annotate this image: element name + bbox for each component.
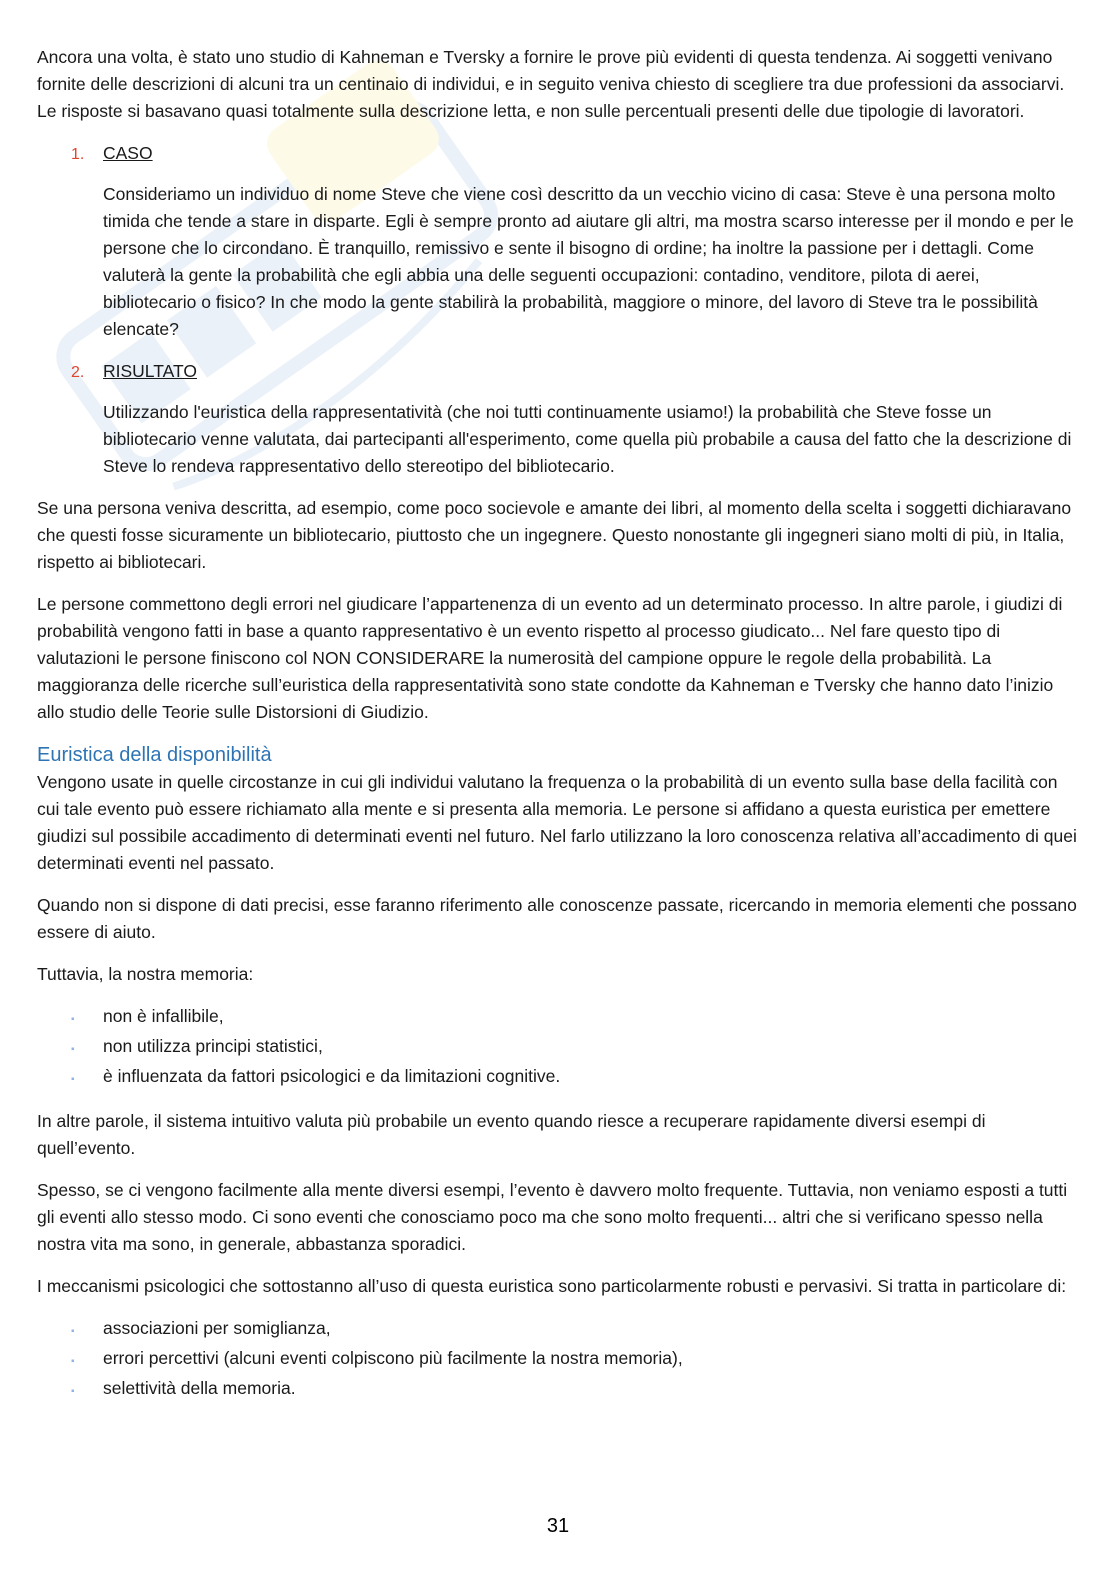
- paragraph: In altre parole, il sistema intuitivo valuta più probabile un evento quando riesce a recuperare rapidamente diversi esempi di quell’evento.: [37, 1111, 986, 1158]
- paragraph: Le persone commettono degli errori nel giudicare l’appartenenza di un evento ad un determinato processo. In altre parole, i giudizi di probabilità vengono fatti in base a quanto rappresentativo è un evento rispetto al processo giudicato... Nel fare questo tipo di valutazioni le persone finiscono col NON CONSIDERARE la numerosità del campione oppure le regole della probabilità. La maggioranza delle ricerche sull’euristica della rappresentatività sono state condotte da Kahneman e Tversky che hanno dato l’inizio allo studio delle Teorie sulle Distorsioni di Giudizio.: [37, 594, 1063, 722]
- page-number: 31: [546, 1515, 570, 1537]
- paragraph: Spesso, se ci vengono facilmente alla mente diversi esempi, l’evento è davvero molto frequente. Tuttavia, non veniamo esposti a tutti gli eventi allo stesso modo. Ci sono eventi che conosciamo poco ma che sono molto frequenti... altri che si verificano spesso nella nostra vita ma sono, in generale, abbastanza sporadici.: [37, 1180, 1068, 1254]
- bullet-list: [37, 1315, 1077, 1405]
- bullet-icon: ▪: [71, 1326, 75, 1337]
- page-content: [37, 44, 1077, 1420]
- bullet-list: [37, 1003, 1077, 1093]
- list-item: [37, 358, 1077, 386]
- list-item-title: CASO: [103, 143, 153, 163]
- list-item-title: RISULTATO: [103, 361, 197, 381]
- numbered-list: [37, 140, 1077, 480]
- bullet-icon: ▪: [71, 1386, 75, 1397]
- bullet-item: [37, 1033, 1077, 1063]
- section-heading: Euristica della disponibilità: [37, 744, 272, 766]
- list-number: 1.: [71, 146, 85, 163]
- list-item: [37, 140, 1077, 168]
- paragraph-intro: Ancora una volta, è stato uno studio di Kahneman e Tversky a fornire le prove più evidenti di questa tendenza. Ai soggetti venivano fornite delle descrizioni di alcuni tra un centinaio di individui, e in seguito veniva chiesto di scegliere tra due professioni da associarvi. Le risposte si basavano quasi totalmente sulla descrizione letta, e non sulle percentuali presenti delle due tipologie di lavoratori.: [37, 47, 1065, 121]
- paragraph: Tuttavia, la nostra memoria:: [37, 964, 254, 984]
- list-item-body: Utilizzando l'euristica della rappresentatività (che noi tutti continuamente usiamo!) la probabilità che Steve fosse un bibliotecario venne valutata, dai partecipanti all'esperimento, come quella più probabile a causa del fatto che la descrizione di Steve lo rendeva rappresentativo dello stereotipo del bibliotecario.: [103, 402, 1072, 476]
- paragraph: Quando non si dispone di dati precisi, esse faranno riferimento alle conoscenze passate, ricercando in memoria elementi che possano essere di aiuto.: [37, 895, 1077, 942]
- bullet-text: selettività della memoria.: [103, 1378, 296, 1398]
- bullet-item: [37, 1003, 1077, 1033]
- bullet-text: associazioni per somiglianza,: [103, 1318, 331, 1338]
- paragraph: Se una persona veniva descritta, ad esempio, come poco socievole e amante dei libri, al momento della scelta i soggetti dichiaravano che questi fosse sicuramente un bibliotecario, piuttosto che un ingegnere. Questo nonostante gli ingegneri siano molti di più, in Italia, rispetto ai bibliotecari.: [37, 498, 1072, 572]
- paragraph: Vengono usate in quelle circostanze in cui gli individui valutano la frequenza o la probabilità di un evento sulla base della facilità con cui tale evento può essere richiamato alla mente e si presenta alla memoria. Le persone si affidano a questa euristica per emettere giudizi sul possibile accadimento di determinati eventi nel futuro. Nel farlo utilizzano la loro conoscenza relativa all’accadimento di quei determinati eventi nel passato.: [37, 772, 1077, 873]
- bullet-text: non è infallibile,: [103, 1006, 224, 1026]
- bullet-item: [37, 1063, 1077, 1093]
- bullet-text: non utilizza principi statistici,: [103, 1036, 323, 1056]
- bullet-icon: ▪: [71, 1044, 75, 1055]
- bullet-text: è influenzata da fattori psicologici e da limitazioni cognitive.: [103, 1066, 561, 1086]
- list-number: 2.: [71, 364, 85, 381]
- bullet-icon: ▪: [71, 1014, 75, 1025]
- list-item-body: Consideriamo un individuo di nome Steve che viene così descritto da un vecchio vicino di casa: Steve è una persona molto timida che tende a stare in disparte. Egli è sempre pronto ad aiutare gli altri, ma mostra scarso interesse per il mondo e per le persone che lo circondano. È tranquillo, remissivo e sente il bisogno di ordine; ha inoltre la passione per i dettagli. Come valuterà la gente la probabilità che egli abbia una delle seguenti occupazioni: contadino, venditore, pilota di aerei, bibliotecario o fisico? In che modo la gente stabilirà la probabilità, maggiore o minore, del lavoro di Steve tra le possibilità elencate?: [103, 184, 1074, 339]
- bullet-text: errori percettivi (alcuni eventi colpiscono più facilmente la nostra memoria),: [103, 1348, 683, 1368]
- paragraph: I meccanismi psicologici che sottostanno all’uso di questa euristica sono particolarmente robusti e pervasivi. Si tratta in particolare di:: [37, 1276, 1067, 1296]
- bullet-item: [37, 1315, 1077, 1345]
- bullet-item: [37, 1345, 1077, 1375]
- bullet-icon: ▪: [71, 1074, 75, 1085]
- bullet-icon: ▪: [71, 1356, 75, 1367]
- bullet-item: [37, 1375, 1077, 1405]
